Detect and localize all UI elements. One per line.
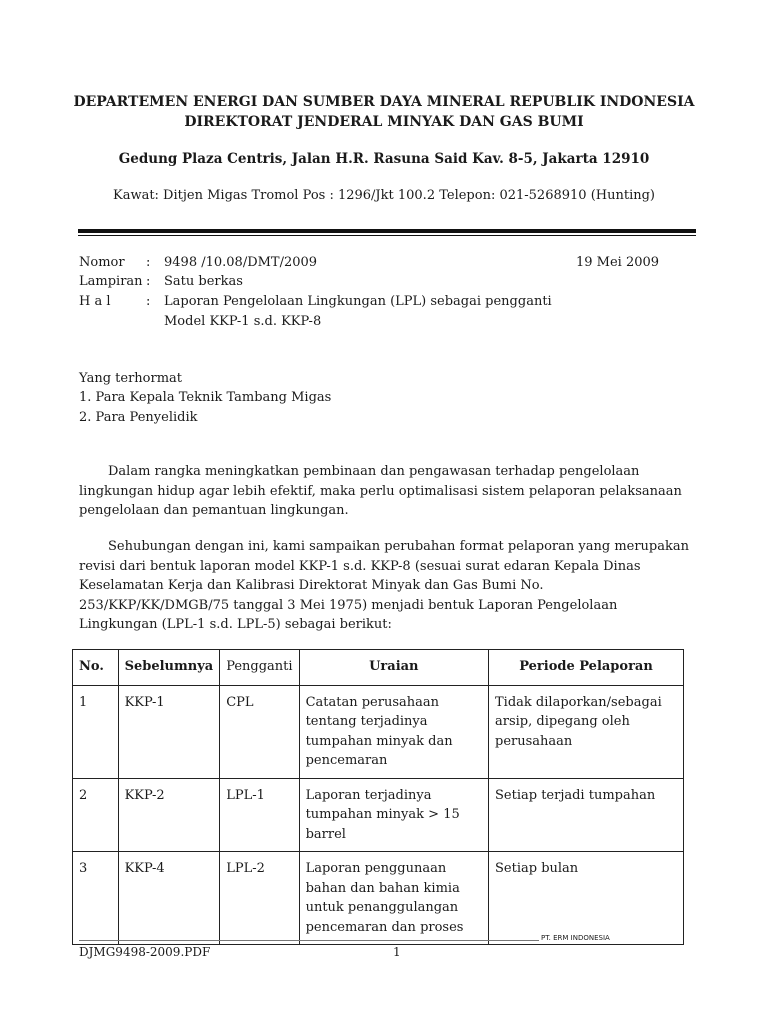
ministry-name: DEPARTEMEN ENERGI DAN SUMBER DAYA MINERAL REPUBLIK INDONESIA [73, 94, 695, 110]
letterhead-rule-thick [78, 229, 696, 233]
col-header-no: No. [73, 650, 119, 686]
lampiran-colon: : [146, 274, 151, 289]
letterhead-rule-thin [78, 235, 696, 236]
cell-pengganti: LPL-1 [220, 778, 299, 852]
cell-sebelumnya: KKP-1 [118, 685, 220, 778]
cell-uraian: Laporan penggunaan bahan dan bahan kimia untuk penanggulangan pencemaran dan proses [299, 852, 488, 945]
paragraph-2: Sehubungan dengan ini, kami sampaikan perubahan format pelaporan yang merupakan revisi dari bentuk laporan model KKP-1 s.d. KKP-8 (sesuai surat edaran Kepala Dinas Keselamatan Kerja dan Kalibrasi Direktorat Minyak dan Gas Bumi No. 253/KKP/KK/DMGB/75 tanggal 3 Mei 1975) menjadi bentuk Laporan Pengelolaan Lingkungan (LPL-1 s.d. LPL-5) sebagai berikut: [79, 539, 689, 632]
page-number: 1 [393, 945, 401, 959]
hal-label: H a l [79, 294, 111, 309]
cell-uraian: Laporan terjadinya tumpahan minyak > 15 barrel [299, 778, 488, 852]
table-row [73, 852, 684, 945]
hal-value-line2: Model KKP-1 s.d. KKP-8 [164, 314, 322, 329]
lampiran-label: Lampiran [79, 274, 143, 289]
nomor-value: 9498 /10.08/DMT/2009 [164, 255, 318, 270]
cell-no: 3 [73, 852, 119, 945]
nomor-colon: : [146, 255, 151, 270]
lampiran-value: Satu berkas [164, 274, 243, 289]
col-header-periode: Periode Pelaporan [489, 650, 684, 686]
paragraph-1: Dalam rangka meningkatkan pembinaan dan pengawasan terhadap pengelolaan lingkungan hidup agar lebih efektif, maka perlu optimalisasi sistem pelaporan pelaksanaan pengelolaan dan pemantuan lingkungan. [79, 464, 682, 518]
cell-no: 2 [73, 778, 119, 852]
cell-periode: Tidak dilaporkan/sebagai arsip, dipegang oleh perusahaan [489, 685, 684, 778]
office-address: Gedung Plaza Centris, Jalan H.R. Rasuna Said Kav. 8-5, Jakarta 12910 [118, 151, 650, 167]
nomor-label: Nomor [79, 255, 125, 270]
table-header-row [73, 650, 684, 686]
cell-pengganti: LPL-2 [220, 852, 299, 945]
cell-sebelumnya: KKP-2 [118, 778, 220, 852]
footer-rule [79, 940, 539, 941]
table-row [73, 778, 684, 852]
hal-colon: : [146, 294, 151, 309]
directorate-name: DIREKTORAT JENDERAL MINYAK DAN GAS BUMI [184, 114, 584, 130]
cell-sebelumnya: KKP-4 [118, 852, 220, 945]
col-header-uraian: Uraian [299, 650, 488, 686]
table-row [73, 685, 684, 778]
col-header-sebelumnya: Sebelumnya [118, 650, 220, 686]
cell-periode: Setiap bulan [489, 852, 684, 945]
footer-filename: DJMG9498-2009.PDF [79, 945, 211, 959]
salutation: Yang terhormat [79, 371, 182, 386]
recipient-1: 1. Para Kepala Teknik Tambang Migas [79, 390, 332, 405]
footer-company: PT. ERM INDONESIA [541, 934, 610, 942]
report-format-table [72, 649, 684, 945]
col-header-pengganti: Pengganti [220, 650, 299, 686]
contact-line: Kawat: Ditjen Migas Tromol Pos : 1296/Jkt 100.2 Telepon: 021-5268910 (Hunting) [112, 188, 655, 203]
hal-value-line1: Laporan Pengelolaan Lingkungan (LPL) sebagai pengganti [164, 294, 552, 309]
letter-date: 19 Mei 2009 [576, 255, 660, 270]
cell-periode: Setiap terjadi tumpahan [489, 778, 684, 852]
cell-pengganti: CPL [220, 685, 299, 778]
recipient-2: 2. Para Penyelidik [79, 410, 198, 425]
cell-uraian: Catatan perusahaan tentang terjadinya tumpahan minyak dan pencemaran [299, 685, 488, 778]
cell-no: 1 [73, 685, 119, 778]
